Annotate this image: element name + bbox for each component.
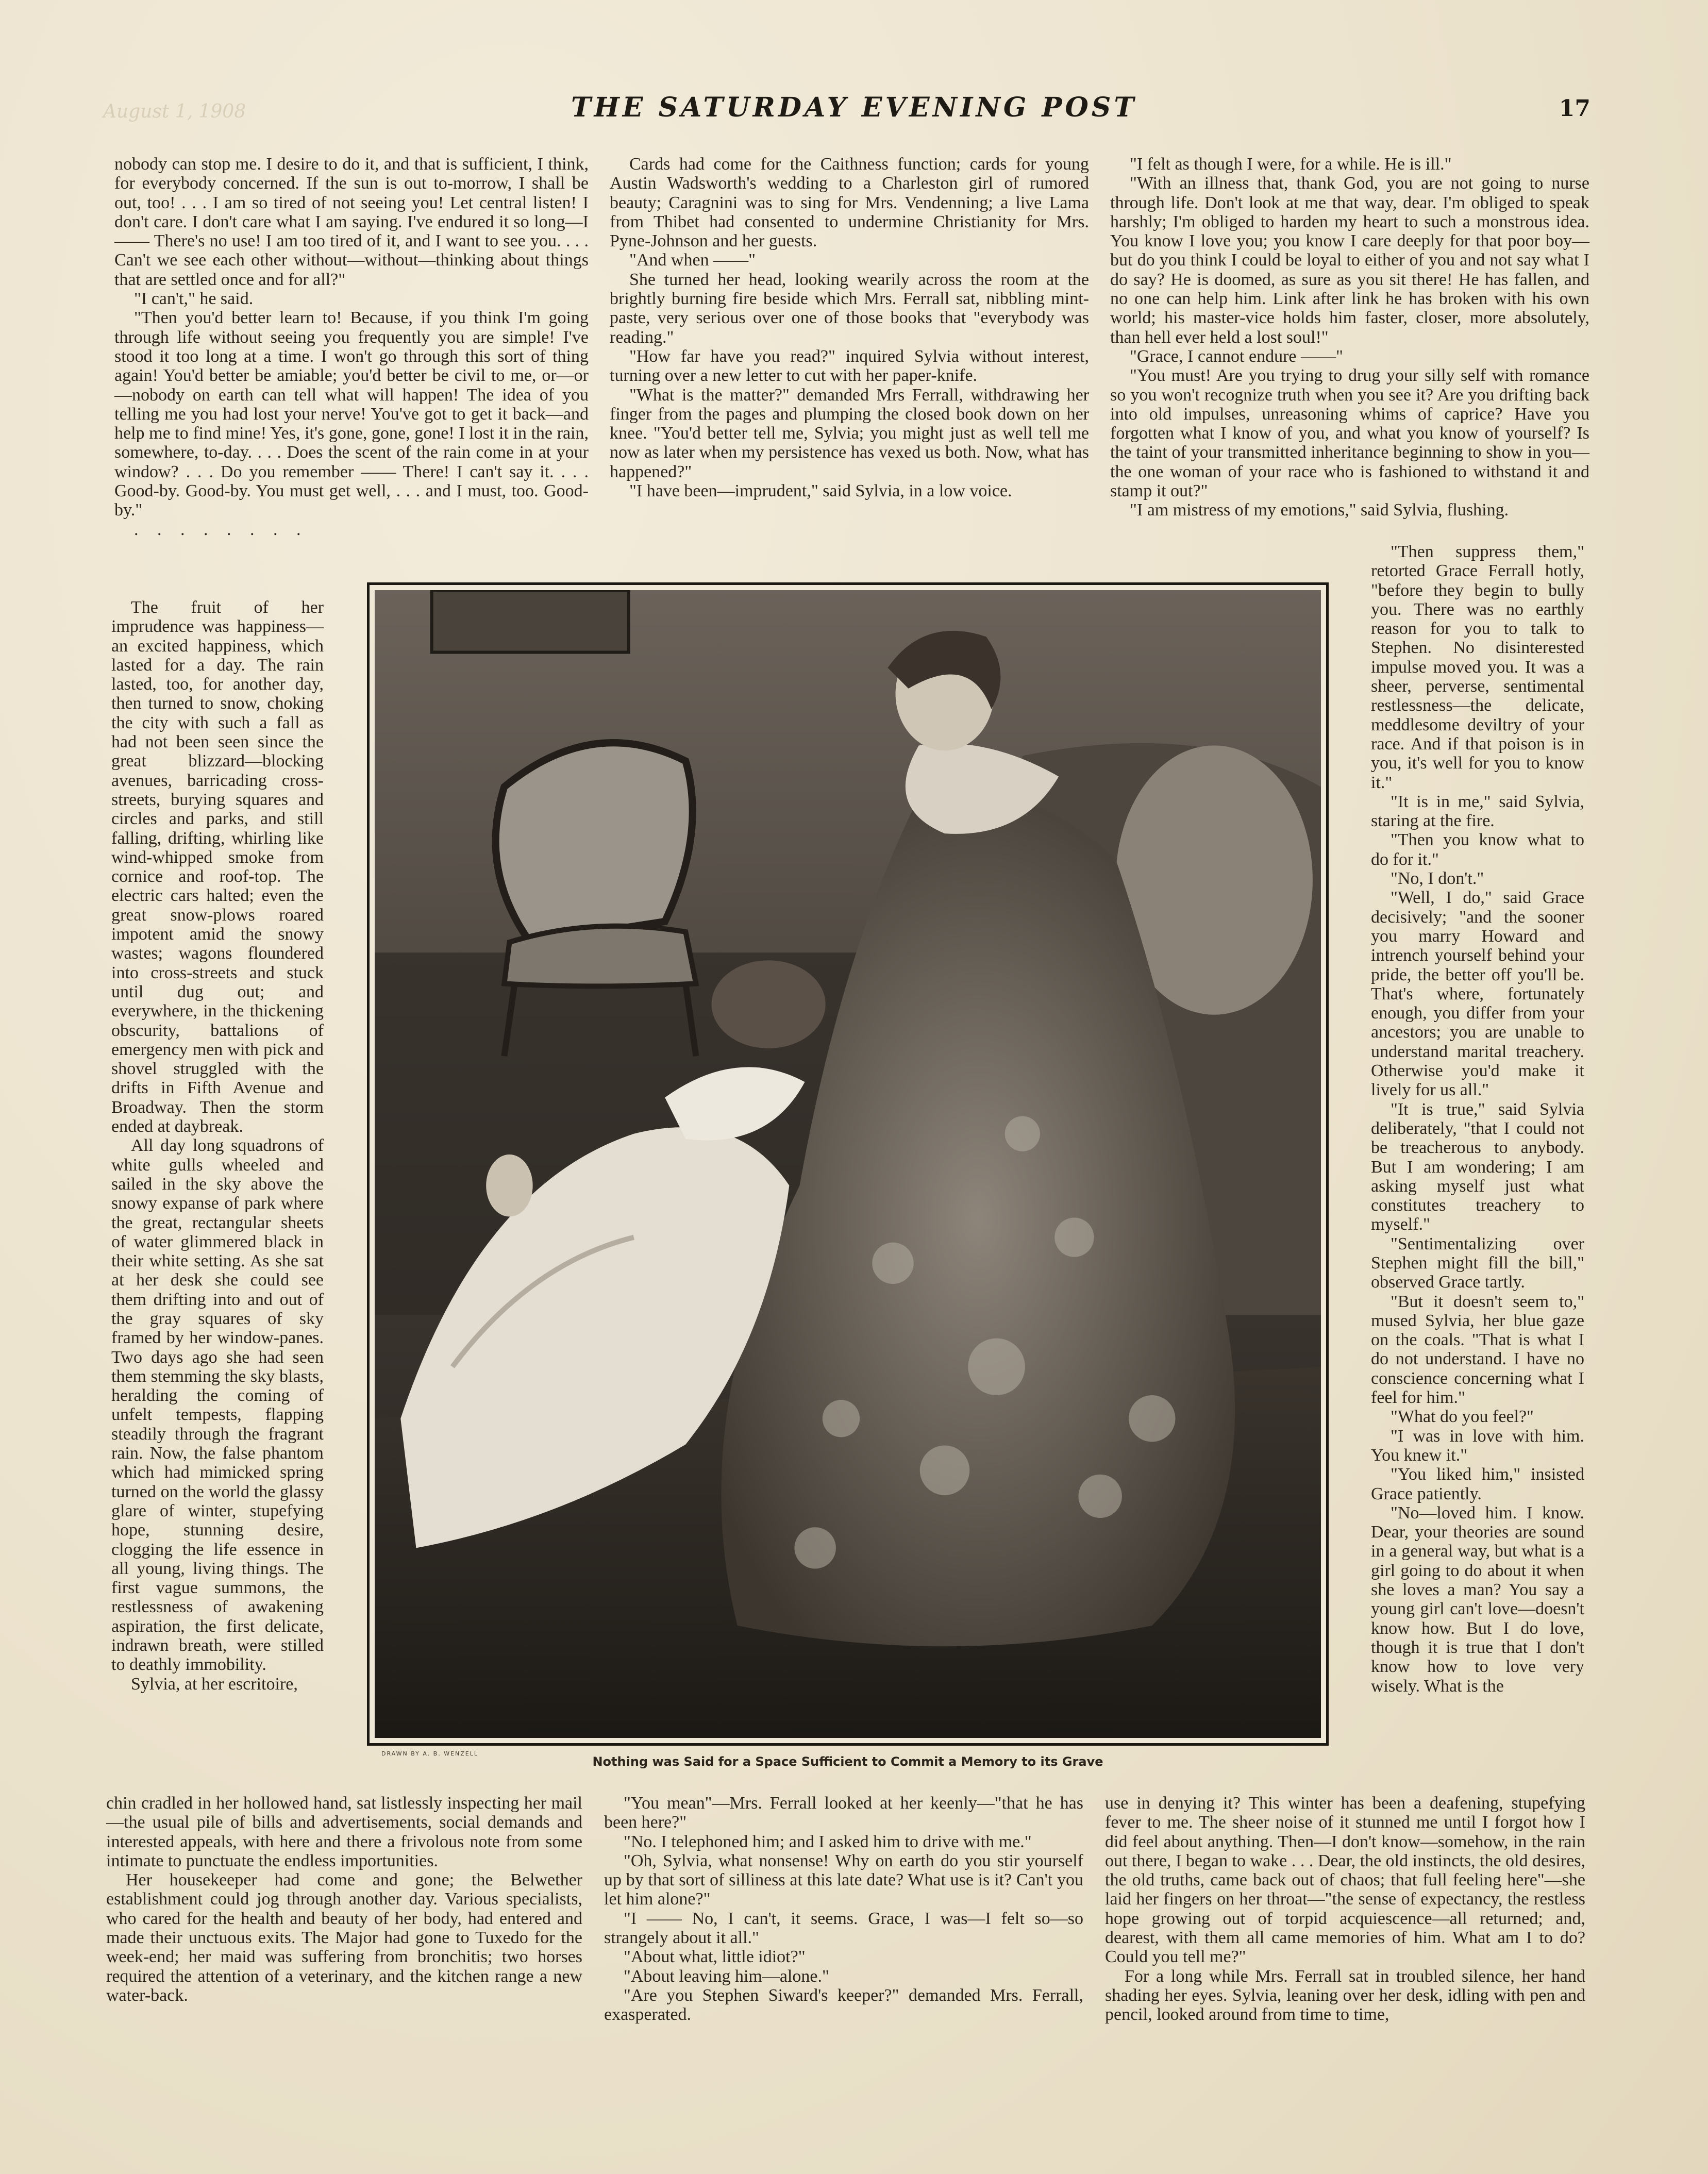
paragraph: "I felt as though I were, for a while. He is ill." [1130,155,1452,174]
column-2-bottom [604,1794,1083,2025]
paragraph: "What is the matter?" demanded Mrs Ferrall, withdrawing her finger from the pages and plumping the closed book down on her knee. "You'd better tell me, Sylvia; you might just as well tell me now as later when my persistence has vexed us both. Now, what has happened?" [610,385,1089,481]
paragraph: "But it doesn't seem to," mused Sylvia, her blue gaze on the coals. "That is what I do not understand. I have no conscience concerning what I feel for him." [1371,1292,1584,1408]
paragraph: "About leaving him—alone." [624,1966,829,1986]
paragraph: "Well, I do," said Grace decisively; "and the sooner you marry Howard and intrench yourself behind your pride, the better off you'll be. That's where, fortunately enough, you differ from your ancestors; you are unable to understand marital treachery. Otherwise you'd make it lively for us all." [1371,888,1584,1100]
column-1-narrow [111,598,324,1694]
paragraph: "Oh, Sylvia, what nonsense! Why on earth do you stir yourself up by that sort of silliness at this late date? What use is it? Can't you let him alone?" [604,1851,1083,1909]
faint-dateline: August 1, 1908 [103,101,246,122]
paragraph: "No—loved him. I know. Dear, your theories are sound in a general way, but what is a girl going to do about it when she loves a man? You say a young girl can't love—doesn't know how. But I do love, though it is true that I don't know how to love very wisely. What is the [1371,1503,1584,1696]
paragraph: "I can't," he said. [134,289,254,309]
paragraph: "Grace, I cannot endure ——" [1130,346,1343,366]
paragraph: "You must! Are you trying to drug your silly self with romance so you won't recognize truth when you see it? Are you drifting back into old impulses, unreasoning whims of caprice? Have you forgotten what I know of you, and what you know of yourself? Is the taint of your transmitted inheritance beginning to show in you—the one woman of your race who is fashioned to withstand it and stamp it out?" [1110,366,1589,501]
masthead-title: THE SATURDAY EVENING POST [571,92,1137,123]
paragraph: For a long while Mrs. Ferrall sat in troubled silence, her hand shading her eyes. Sylvia, leaning over her desk, idling with pen and pencil, looked around from time to time, [1105,1966,1585,2025]
column-1-top [114,155,589,539]
paragraph: "Sentimentalizing over Stephen might fill the bill," observed Grace tartly. [1371,1234,1584,1292]
paragraph: "You liked him," insisted Grace patiently. [1371,1465,1584,1503]
paragraph: use in denying it? This winter has been a deafening, stupefying fever to me. The sheer noise of it stunned me until I forgot how I did feel about anything. Then—I don't know—somehow, in the rain out there, I began to wake . . . Dear, the old instincts, the old desires, the old truths, came back out of chaos; that full feeling here"—she laid her fingers on her throat—"the sense of expectancy, the restless hope growing out of torpid acquiescence—all returned; and, dearest, with them all came memories of him. What am I to do? Could you tell me?" [1105,1794,1585,1967]
paragraph: nobody can stop me. I desire to do it, and that is sufficient, I think, for everybody concerned. If the sun is out to-morrow, I shall be out, too! . . . I am so tired of not seeing you! Let central listen! I don't care. I don't care what I am saying. I've endured it so long—I—— There's no use! I am too tired of it, and I want to see you. . . . Can't we see each other without—without—thinking about things that are settled once and for all?" [114,155,589,289]
paragraph: "I have been—imprudent," said Sylvia, in a low voice. [629,481,1012,501]
paragraph: Cards had come for the Caithness function; cards for young Austin Wadsworth's wedding to a Charleston girl of rumored beauty; Caragnini was to sing for Mrs. Vendenning; a live Lama from Thibet had consented to undermine Christianity for Mrs. Pyne-Johnson and her guests. [610,155,1089,251]
paragraph: "I —— No, I can't, it seems. Grace, I was—I felt so—so strangely about it all." [604,1909,1083,1948]
paragraph: "How far have you read?" inquired Sylvia without interest, turning over a new letter to cut with her paper-knife. [610,346,1089,386]
paragraph: "Are you Stephen Siward's keeper?" demanded Mrs. Ferrall, exasperated. [604,1985,1083,2025]
paragraph: "Then you'd better learn to! Because, if you think I'm going through life without seeing you frequently you are simple! I've stood it too long at a time. I won't go through this sort of thing again! You'd better be amiable; you'd better be civil to me, or—or—nobody on earth can tell what will happen! The idea of you telling me you had lost your nerve! You've got to get it back—and help me to find mine! Yes, it's gone, gone, gone! I lost it in the rain, somewhere, to-day. . . . Does the scent of the rain come in at your window? . . . Do you remember —— There! I can't say it. . . . Good-by. Good-by. You must get well, . . . and I must, too. Good-by." [114,308,589,520]
paragraph: "What do you feel?" [1391,1407,1534,1427]
paragraph: "It is true," said Sylvia deliberately, "that I could not be treacherous to anybody. But I am wondering; I am asking myself just what constitutes treachery to myself." [1371,1099,1584,1234]
paragraph: "I am mistress of my emotions," said Sylvia, flushing. [1130,500,1509,520]
paragraph: "And when ——" [629,250,756,270]
column-3-bottom [1105,1794,1585,2025]
column-3-narrow [1371,542,1584,1696]
illustration-two-women-on-sofa [375,590,1321,1738]
paragraph: "I was in love with him. You knew it." [1371,1426,1584,1465]
column-1-bottom [106,1794,582,2005]
paragraph: "With an illness that, thank God, you are not going to nurse through life. Don't look at me that way, dear. I'm obliged to speak harshly; I'm obliged to harden my heart to such a monstrous idea. You know I love you; you know I care deeply for that poor boy—but do you think I could be loyal to either of you and not say what I do say? He is doomed, as sure as you sit there! He has fallen, and no one can help him. Link after link he has broken with his own world; his master-vice holds him faster, closer, more absolutely, than hell ever held a lost soul!" [1110,174,1589,347]
paragraph: The fruit of her imprudence was happiness—an excited happiness, which lasted for a day. The rain lasted, too, for another day, then turned to snow, choking the city with such a fall as had not been seen since the great blizzard—blocking avenues, barricading cross-streets, burying squares and circles and parks, and still falling, drifting, whirling like wind-whipped smoke from cornice and roof-top. The electric cars halted; even the great snow-plows roared impotent amid the snowy wastes; wagons floundered into cross-streets and stuck until dug out; and everywhere, in the thickening obscurity, battalions of emergency men with pick and shovel struggled with the drifts in Fifth Avenue and Broadway. Then the storm ended at daybreak. [111,598,324,1136]
paragraph: Her housekeeper had come and gone; the Belwether establishment could jog through another day. Various specialists, who cared for the health and beauty of her body, had entered and made their unctuous exits. The Major had gone to Tuxedo for the week-end; her maid was suffering from bronchitis; two horses required the attention of a veterinary, and the kitchen range a new water-back. [106,1870,582,2005]
paragraph: "No. I telephoned him; and I asked him to drive with me." [624,1832,1032,1851]
illustration-frame [367,582,1329,1746]
illustration-caption: Nothing was Said for a Space Sufficient to Commit a Memory to its Grave [592,1754,1103,1769]
page-number: 17 [1559,95,1590,122]
paragraph: "Then you know what to do for it." [1371,830,1584,869]
paragraph: All day long squadrons of white gulls wheeled and sailed in the sky above the snowy expanse of park where the great, rectangular sheets of water glimmered black in their white setting. As she sat at her desk she could see them drifting into and out of the gray squares of sky framed by her window-panes. Two days ago she had seen them stemming the sky blasts, heralding the coming of unfelt tempests, flapping steadily through the fragrant rain. Now, the false phantom which had mimicked spring turned on the world the glassy glare of winter, stupefying hope, stunning desire, clogging the life essence in all young, living things. The first vague summons, the restlessness of awakening aspiration, the first delicate, indrawn breath, were stilled to deathly immobility. [111,1136,324,1675]
paragraph: She turned her head, looking wearily across the room at the brightly burning fire beside which Mrs. Ferrall sat, nibbling mint-paste, very serious over one of those books that "everybody was reading." [610,270,1089,347]
section-break: . . . . . . . . [134,520,308,539]
paragraph: "About what, little idiot?" [624,1947,806,1967]
column-2-top [610,155,1089,500]
paragraph: chin cradled in her hollowed hand, sat listlessly inspecting her mail—the usual pile of bills and advertisements, social demands and interested appeals, with here and there a frivolous note from some intimate to punctuate the endless importunities. [106,1794,582,1870]
paragraph: "It is in me," said Sylvia, staring at the fire. [1371,792,1584,831]
illustration-credit: DRAWN BY A. B. WENZELL [381,1750,479,1757]
paragraph: Sylvia, at her escritoire, [131,1674,298,1694]
column-3-top [1110,155,1589,520]
paragraph: "You mean"—Mrs. Ferrall looked at her keenly—"that he has been here?" [604,1794,1083,1832]
paragraph: "No, I don't." [1391,869,1484,889]
paragraph: "Then suppress them," retorted Grace Ferrall hotly, "before they begin to bully you. There was no earthly reason for you to talk to Stephen. No disinterested impulse moved you. It was a sheer, perverse, sentimental restlessness—the delicate, meddlesome deviltry of your race. And if that poison is in you, it's well for you to know it." [1371,542,1584,792]
